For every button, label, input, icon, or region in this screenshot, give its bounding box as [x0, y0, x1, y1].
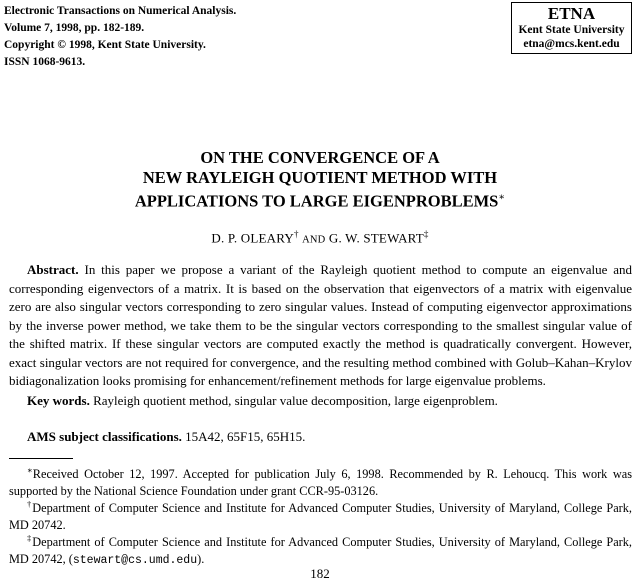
page-number: 182 [310, 566, 330, 581]
etna-box [511, 2, 632, 54]
footnote-1-text: Received October 12, 1997. Accepted for publication July 6, 1998. Recommended by R. Lehoucq. This work was supported by the National Science Foundation under grant CCR-95-03126. [9, 467, 632, 499]
keywords-label: Key words. [27, 393, 90, 408]
keywords-text: Rayleigh quotient method, singular value decomposition, large eigenproblem. [93, 393, 498, 408]
ams-label: AMS subject classifications. [27, 429, 182, 444]
footnote-received [9, 462, 632, 500]
footnote-3-text: Department of Computer Science and Institute for Advanced Computer Studies, University of Maryland, College Park, MD 20742, ( [9, 535, 632, 567]
footnote-divider [9, 458, 73, 459]
etna-title: ETNA [547, 4, 596, 23]
abstract-label: Abstract. [27, 262, 79, 277]
keywords [27, 392, 632, 410]
journal-name: Electronic Transactions on Numerical Analysis. [4, 5, 237, 17]
journal-copyright: Copyright © 1998, Kent State University. [4, 39, 206, 51]
author-1: D. P. OLEARY [211, 230, 294, 246]
footnote-stewart-affiliation [9, 530, 632, 569]
title-footnote-mark: ∗ [498, 192, 506, 203]
author-conjunction: AND [302, 234, 326, 246]
title-line-1: ON THE CONVERGENCE OF A [200, 148, 440, 167]
footnote-1-mark: ∗ [27, 465, 33, 475]
authors [0, 229, 640, 246]
ams-classifications [27, 428, 632, 446]
abstract-text: In this paper we propose a variant of the Rayleigh quotient method to compute an eigenvalue and corresponding eigenvectors of a matrix. It is based on the observation that eigenvectors of a matrix with eigenvalue zero are also singular vectors corresponding to zero singular values. Instead of computing eigenvector approximations by the inverse power method, we take them to be the singular vectors corresponding to the smallest singular value of the shifted matrix. If these singular vectors are computed exactly the method is quadratically convergent. However, exact singular vectors are not required for convergence, and the resulting method combined with Golub–Kahan–Krylov bidiagonalization looks promising for enhancement/refinement methods for large eigenvalue problems. [9, 262, 633, 388]
journal-volume: Volume 7, 1998, pp. 182-189. [4, 22, 145, 34]
journal-header [4, 3, 236, 71]
footnote-3-email[interactable]: stewart@cs.umd.edu [72, 554, 198, 568]
footnote-2-mark: † [27, 499, 33, 509]
title-line-2: NEW RAYLEIGH QUOTIENT METHOD WITH [142, 168, 498, 187]
etna-email: etna@mcs.kent.edu [523, 38, 620, 50]
journal-issn: ISSN 1068-9613. [4, 56, 86, 68]
etna-institution: Kent State University [518, 24, 625, 36]
footnote-3-mark: ‡ [27, 533, 33, 543]
footnote-oleary-affiliation [9, 496, 632, 534]
author-2: G. W. STEWART [328, 230, 424, 246]
footnote-3-close: ). [197, 552, 205, 567]
author-1-mark: † [293, 229, 299, 239]
paper-title [0, 148, 640, 212]
footnote-2-text: Department of Computer Science and Institute for Advanced Computer Studies, University of Maryland, College Park, MD 20742. [9, 501, 632, 533]
title-line-3: APPLICATIONS TO LARGE EIGENPROBLEMS [134, 191, 499, 211]
ams-text: 15A42, 65F15, 65H15. [185, 429, 306, 444]
title-line-3-wrapper [0, 188, 640, 212]
abstract [9, 261, 632, 391]
author-2-mark: ‡ [423, 229, 429, 239]
